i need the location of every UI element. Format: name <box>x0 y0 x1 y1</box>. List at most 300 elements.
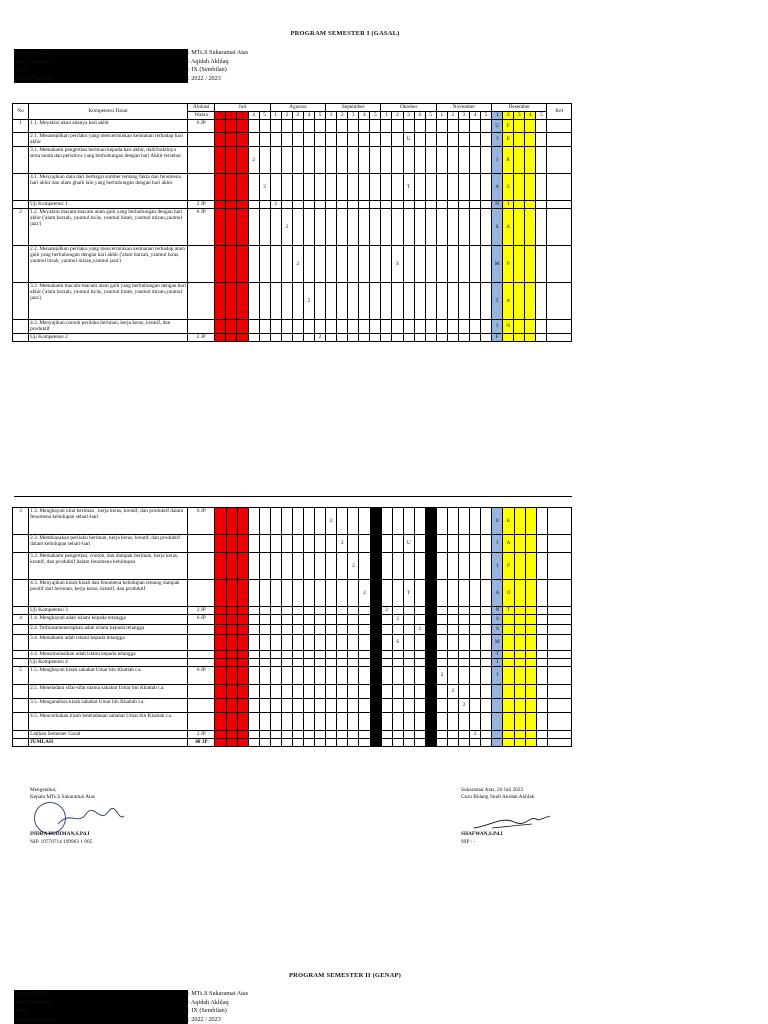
week-cell <box>469 246 480 283</box>
week-cell <box>281 553 292 580</box>
week-cell <box>348 739 359 747</box>
week-cell <box>304 615 315 625</box>
week-cell: 2 <box>392 615 403 625</box>
week-cell <box>315 625 326 635</box>
week-cell <box>292 201 303 209</box>
week-cell <box>359 508 370 535</box>
week-cell <box>514 283 525 320</box>
table-row <box>13 283 572 320</box>
week-cell <box>458 209 469 246</box>
week-cell <box>326 607 337 615</box>
week-cell <box>459 625 470 635</box>
week-cell <box>514 209 525 246</box>
week-cell <box>403 713 414 731</box>
week-cell <box>447 133 458 147</box>
row-alokasi: 6 JP <box>188 120 215 133</box>
week-cell <box>337 667 348 685</box>
week-cell <box>481 209 492 246</box>
week-cell <box>337 147 348 174</box>
info-value: : 2022 / 2023 <box>188 1015 221 1023</box>
row-number <box>13 607 29 615</box>
row-number <box>13 535 29 553</box>
week-cell <box>481 508 492 535</box>
week-cell: A <box>503 209 514 246</box>
week-cell <box>326 731 337 739</box>
week-cell <box>281 713 292 731</box>
row-number <box>13 685 29 699</box>
week-cell <box>425 320 436 334</box>
week-cell <box>425 246 436 283</box>
header-alokasi: Alokasi <box>188 104 215 112</box>
week-cell <box>314 201 325 209</box>
week-cell <box>381 713 392 731</box>
week-cell <box>492 739 503 747</box>
week-cell <box>470 685 481 699</box>
week-cell <box>259 508 270 535</box>
week-cell <box>381 553 392 580</box>
week-cell <box>226 320 237 334</box>
week-cell <box>425 615 436 625</box>
week-cell <box>514 174 525 201</box>
week-cell <box>414 334 425 342</box>
week-cell <box>458 133 469 147</box>
info-label: Kelas <box>14 66 188 75</box>
week-cell <box>392 731 403 739</box>
week-cell <box>425 174 436 201</box>
week-cell <box>436 607 447 615</box>
row-alokasi: 6 JP <box>188 667 215 685</box>
week-cell <box>470 625 481 635</box>
week-cell: U <box>403 133 414 147</box>
header-week: 5 <box>425 112 436 120</box>
week-cell <box>292 209 303 246</box>
week-cell <box>359 635 370 651</box>
week-cell <box>392 607 403 615</box>
signature-right-scribble <box>472 810 552 832</box>
week-cell <box>304 739 315 747</box>
week-cell <box>348 615 359 625</box>
week-cell <box>536 699 547 713</box>
week-cell <box>481 685 492 699</box>
header-week: 2 <box>447 112 458 120</box>
week-cell <box>292 553 303 580</box>
week-cell <box>259 283 270 320</box>
week-cell: 2 <box>436 667 447 685</box>
week-cell <box>348 731 359 739</box>
week-cell <box>514 580 525 607</box>
header-week: 4 <box>248 112 259 120</box>
week-cell <box>226 147 237 174</box>
week-cell <box>392 659 403 667</box>
week-cell <box>525 209 536 246</box>
table-header-row <box>13 104 572 112</box>
week-cell <box>392 739 403 747</box>
row-ket <box>547 246 572 283</box>
week-cell <box>536 174 547 201</box>
week-cell <box>270 334 281 342</box>
header-week: 3 <box>514 112 525 120</box>
week-cell <box>314 283 325 320</box>
semester1-info <box>14 49 248 83</box>
week-cell <box>303 246 314 283</box>
info-label: Nama Sekolah <box>14 990 188 999</box>
week-cell: A <box>492 580 503 607</box>
week-cell <box>237 147 248 174</box>
header-kompetensi-dasar: Kompetensi Dasar <box>29 104 188 120</box>
week-cell <box>281 685 292 699</box>
week-cell <box>381 508 392 535</box>
table-row <box>13 334 572 342</box>
week-cell <box>304 535 315 553</box>
week-cell <box>237 553 248 580</box>
week-cell <box>237 625 248 635</box>
week-cell <box>304 651 315 659</box>
week-cell <box>370 731 381 739</box>
week-cell <box>237 508 248 535</box>
week-cell <box>292 651 303 659</box>
row-number <box>13 174 29 201</box>
week-cell <box>469 320 480 334</box>
week-cell <box>381 615 392 625</box>
row-kompetensi: Uji Kompetensi 1 <box>29 201 188 209</box>
week-cell: T <box>403 580 414 607</box>
week-cell <box>414 667 425 685</box>
week-cell <box>481 133 492 147</box>
header-week: 1 <box>436 112 447 120</box>
week-cell <box>470 615 481 625</box>
week-cell <box>259 209 270 246</box>
week-cell <box>458 174 469 201</box>
week-cell <box>259 739 270 747</box>
week-cell <box>392 580 403 607</box>
week-cell <box>514 508 525 535</box>
header-week: 3 <box>348 112 359 120</box>
week-cell <box>281 659 292 667</box>
week-cell <box>458 334 469 342</box>
week-cell <box>248 120 259 133</box>
week-cell <box>525 685 536 699</box>
table-row <box>13 147 572 174</box>
week-cell <box>414 731 425 739</box>
week-cell <box>514 201 525 209</box>
week-cell <box>281 699 292 713</box>
week-cell <box>337 713 348 731</box>
week-cell <box>436 209 447 246</box>
row-number: 4 <box>13 615 29 625</box>
week-cell <box>459 651 470 659</box>
week-cell: S <box>392 635 403 651</box>
week-cell: T <box>403 174 414 201</box>
week-cell <box>326 713 337 731</box>
week-cell <box>237 739 248 747</box>
header-waktu: Waktu <box>188 112 215 120</box>
week-cell <box>315 508 326 535</box>
week-cell <box>326 685 337 699</box>
row-ket <box>547 133 572 147</box>
week-cell <box>304 731 315 739</box>
week-cell <box>314 120 325 133</box>
week-cell: S <box>492 625 503 635</box>
week-cell <box>215 147 226 174</box>
week-cell <box>481 246 492 283</box>
week-cell <box>370 685 381 699</box>
week-cell <box>425 659 436 667</box>
week-cell: U <box>492 508 503 535</box>
header-month: Desember <box>492 104 547 112</box>
row-kompetensi: 2.4. Terbiasamenerapkan adab islami kepada tetangga <box>29 625 188 635</box>
week-cell <box>281 147 292 174</box>
week-cell <box>481 651 492 659</box>
week-cell <box>326 580 337 607</box>
row-alokasi: 6 JP <box>188 508 215 535</box>
row-alokasi <box>188 320 215 334</box>
week-cell <box>403 659 414 667</box>
week-cell <box>314 174 325 201</box>
week-cell <box>215 174 226 201</box>
week-cell <box>481 535 492 553</box>
header-week: 5 <box>536 112 547 120</box>
week-cell <box>392 209 403 246</box>
week-cell <box>215 739 226 747</box>
week-cell <box>370 120 381 133</box>
week-cell <box>536 201 547 209</box>
header-week: 5 <box>259 112 270 120</box>
table-row <box>13 201 572 209</box>
sig-right-line2: Guru Bidang Studi Akidah Akhlak <box>461 794 535 800</box>
week-cell <box>270 133 281 147</box>
week-cell <box>281 635 292 651</box>
row-kompetensi: JUMLAH <box>29 739 188 747</box>
week-cell <box>459 659 470 667</box>
week-cell <box>436 685 447 699</box>
week-cell: T <box>492 651 503 659</box>
week-cell <box>436 651 447 659</box>
week-cell <box>381 246 392 283</box>
week-cell <box>292 731 303 739</box>
week-cell <box>303 133 314 147</box>
week-cell <box>303 120 314 133</box>
week-cell <box>259 699 270 713</box>
week-cell <box>403 625 414 635</box>
week-cell <box>448 615 459 625</box>
row-ket <box>547 607 571 615</box>
week-cell <box>525 283 536 320</box>
week-cell <box>292 147 303 174</box>
week-cell <box>303 174 314 201</box>
week-cell <box>470 635 481 651</box>
week-cell <box>414 739 425 747</box>
week-cell <box>292 685 303 699</box>
week-cell: S <box>392 246 403 283</box>
week-cell <box>248 607 259 615</box>
week-cell <box>403 320 414 334</box>
row-number <box>13 651 29 659</box>
week-cell <box>425 739 436 747</box>
table-row <box>13 625 572 635</box>
week-cell <box>525 580 536 607</box>
week-cell <box>237 133 248 147</box>
week-cell <box>237 334 248 342</box>
week-cell: I <box>492 553 503 580</box>
week-cell <box>359 120 370 133</box>
week-cell <box>215 580 226 607</box>
week-cell <box>414 553 425 580</box>
row-number <box>13 334 29 342</box>
sig-right-name: SHAFWAN,S.Pd.I <box>461 831 503 837</box>
week-cell <box>281 174 292 201</box>
week-cell <box>215 625 226 635</box>
row-ket <box>547 739 571 747</box>
row-ket <box>547 615 571 625</box>
week-cell <box>304 625 315 635</box>
week-cell <box>326 334 337 342</box>
week-cell <box>292 659 303 667</box>
header-week: 4 <box>303 112 314 120</box>
week-cell <box>425 685 436 699</box>
week-cell <box>237 120 248 133</box>
week-cell <box>448 553 459 580</box>
week-cell <box>381 685 392 699</box>
week-cell <box>403 739 414 747</box>
week-cell <box>525 508 536 535</box>
week-cell <box>326 625 337 635</box>
week-cell <box>448 651 459 659</box>
week-cell <box>270 659 281 667</box>
week-cell <box>525 667 536 685</box>
week-cell <box>381 580 392 607</box>
week-cell <box>259 659 270 667</box>
row-ket <box>547 201 572 209</box>
week-cell <box>226 283 237 320</box>
sig-left-line2: Kepala MTs.S Sukaramai Atas <box>30 794 95 800</box>
week-cell <box>359 334 370 342</box>
week-cell <box>503 713 514 731</box>
week-cell <box>403 651 414 659</box>
week-cell <box>381 147 392 174</box>
row-ket <box>547 283 572 320</box>
week-cell <box>359 201 370 209</box>
week-cell: E <box>503 133 514 147</box>
week-cell <box>348 607 359 615</box>
week-cell <box>215 699 226 713</box>
week-cell <box>248 739 259 747</box>
week-cell <box>514 731 525 739</box>
row-ket <box>547 713 571 731</box>
week-cell: J <box>492 535 503 553</box>
info-value: : MTs.S Sukaramai Atas <box>188 49 249 56</box>
week-cell <box>448 699 459 713</box>
week-cell <box>414 120 425 133</box>
week-cell <box>414 699 425 713</box>
week-cell <box>470 699 481 713</box>
row-alokasi: 2 JP <box>188 731 215 739</box>
row-kompetensi: 3.4. Memahami adab islami kepada tetangga <box>29 635 188 651</box>
week-cell <box>337 174 348 201</box>
week-cell <box>536 535 547 553</box>
week-cell <box>337 553 348 580</box>
week-cell: 2 <box>303 283 314 320</box>
week-cell <box>292 320 303 334</box>
week-cell <box>514 607 525 615</box>
week-cell <box>281 133 292 147</box>
week-cell <box>281 535 292 553</box>
row-alokasi <box>188 246 215 283</box>
week-cell <box>303 201 314 209</box>
header-week: 5 <box>370 112 381 120</box>
row-ket <box>547 508 571 535</box>
week-cell <box>270 625 281 635</box>
week-cell <box>281 246 292 283</box>
week-cell <box>447 201 458 209</box>
week-cell <box>403 731 414 739</box>
week-cell <box>381 133 392 147</box>
week-cell <box>259 201 270 209</box>
week-cell <box>359 659 370 667</box>
week-cell <box>403 334 414 342</box>
week-cell <box>459 667 470 685</box>
week-cell <box>281 607 292 615</box>
week-cell <box>525 201 536 209</box>
week-cell <box>469 174 480 201</box>
week-cell <box>414 615 425 625</box>
week-cell <box>403 209 414 246</box>
row-ket <box>547 651 571 659</box>
week-cell <box>215 201 226 209</box>
week-cell <box>525 615 536 625</box>
week-cell <box>270 731 281 739</box>
week-cell <box>270 553 281 580</box>
week-cell <box>503 659 514 667</box>
week-cell: 2 <box>248 147 259 174</box>
week-cell <box>370 209 381 246</box>
week-cell <box>425 283 436 320</box>
row-kompetensi: 2.5. Meneladani sifat-sifat utama sahabat Umar bin Khattab r.a. <box>29 685 188 699</box>
week-cell <box>425 209 436 246</box>
week-cell <box>248 246 259 283</box>
week-cell <box>348 508 359 535</box>
week-cell <box>281 667 292 685</box>
week-cell <box>270 667 281 685</box>
week-cell <box>403 283 414 320</box>
header-no: No <box>13 104 29 120</box>
header-week: 1 <box>270 112 281 120</box>
week-cell <box>414 659 425 667</box>
row-alokasi <box>188 713 215 731</box>
week-cell <box>392 334 403 342</box>
week-cell <box>259 580 270 607</box>
row-number <box>13 201 29 209</box>
week-cell: A <box>503 283 514 320</box>
row-kompetensi: 1.1. Meyakini akan adanya hari akhir <box>29 120 188 133</box>
info-value: : 2022 / 2023 <box>188 74 221 82</box>
week-cell <box>281 120 292 133</box>
week-cell <box>248 699 259 713</box>
week-cell <box>447 246 458 283</box>
week-cell <box>392 133 403 147</box>
week-cell <box>459 731 470 739</box>
week-cell <box>514 120 525 133</box>
week-cell <box>259 667 270 685</box>
week-cell <box>226 615 237 625</box>
week-cell <box>292 739 303 747</box>
week-cell <box>248 580 259 607</box>
week-cell <box>470 535 481 553</box>
week-cell <box>326 209 337 246</box>
row-number <box>13 553 29 580</box>
week-cell <box>304 508 315 535</box>
week-cell <box>481 334 492 342</box>
week-cell <box>481 699 492 713</box>
